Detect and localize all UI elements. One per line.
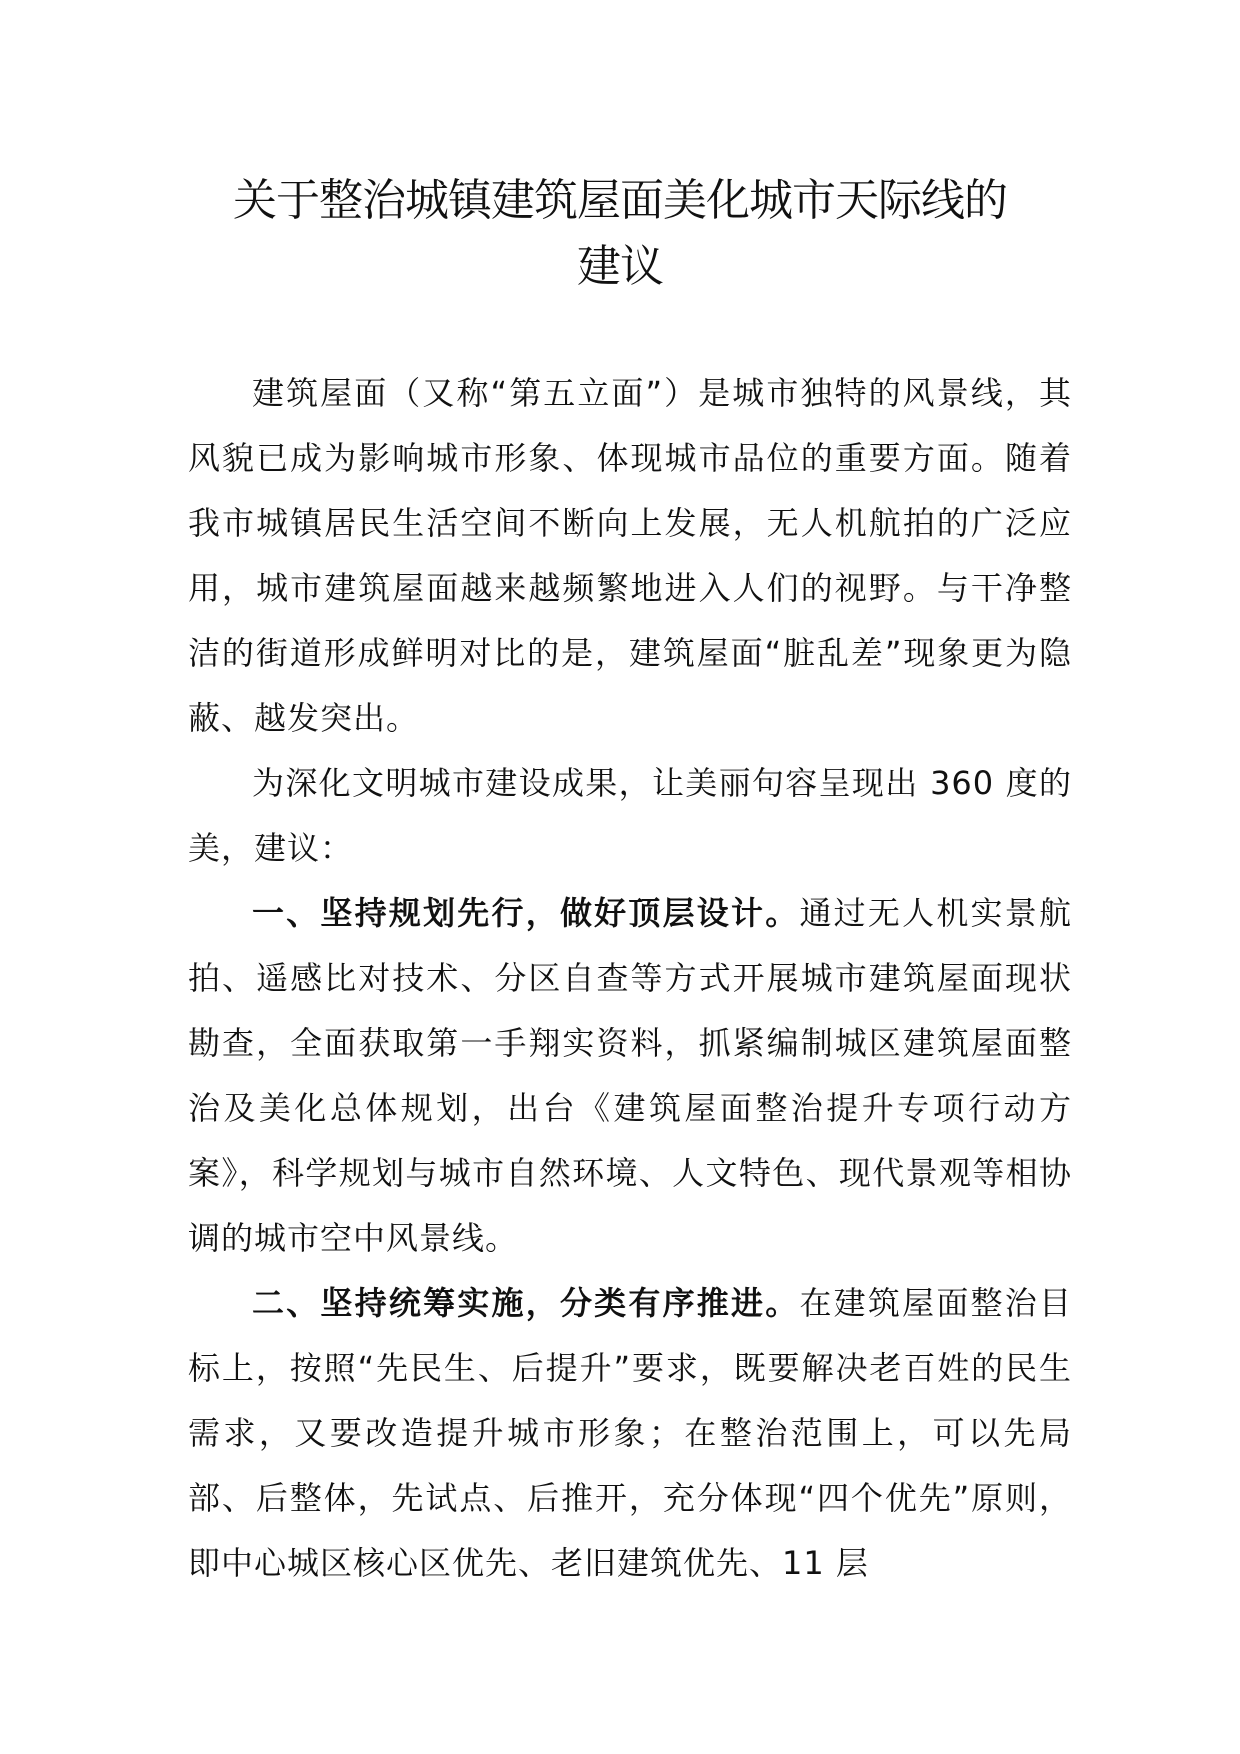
paragraph-proposal-lead	[188, 751, 1072, 881]
title-line-1: 关于整治城镇建筑屋面美化城市天际线的	[233, 175, 1007, 226]
paragraph-item-2	[188, 1271, 1072, 1596]
paragraph-text: 建筑屋面（又称“第五立面”）是城市独特的风景线，其风貌已成为影响城市形象、体现城市品位的重要方面。随着我市城镇居民生活空间不断向上发展，无人机航拍的广泛应用，城市建筑屋面越来越频繁地进入人们的视野。与干净整洁的街道形成鲜明对比的是，建筑屋面“脏乱差”现象更为隐蔽、越发突出。	[188, 374, 1072, 737]
paragraph-text: 为深化文明城市建设成果，让美丽句容呈现出 360 度的美，建议：	[188, 764, 1072, 867]
document-body	[188, 361, 1072, 1596]
paragraph-item-1	[188, 881, 1072, 1271]
paragraph-text: 在建筑屋面整治目标上，按照“先民生、后提升”要求，既要解决老百姓的民生需求，又要改造提升城市形象；在整治范围上，可以先局部、后整体，先试点、后推开，充分体现“四个优先”原则，即中心城区核心区优先、老旧建筑优先、11 层	[188, 1284, 1072, 1582]
paragraph-text: 通过无人机实景航拍、遥感比对技术、分区自查等方式开展城市建筑屋面现状勘查，全面获取第一手翔实资料，抓紧编制城区建筑屋面整治及美化总体规划，出台《建筑屋面整治提升专项行动方案》，科学规划与城市自然环境、人文特色、现代景观等相协调的城市空中风景线。	[188, 894, 1072, 1257]
item-heading: 二、坚持统筹实施，分类有序推进。	[252, 1284, 800, 1322]
paragraph-intro	[188, 361, 1072, 751]
item-heading: 一、坚持规划先行，做好顶层设计。	[252, 894, 800, 932]
title-line-2: 建议	[577, 241, 663, 292]
document-title	[150, 168, 1090, 300]
